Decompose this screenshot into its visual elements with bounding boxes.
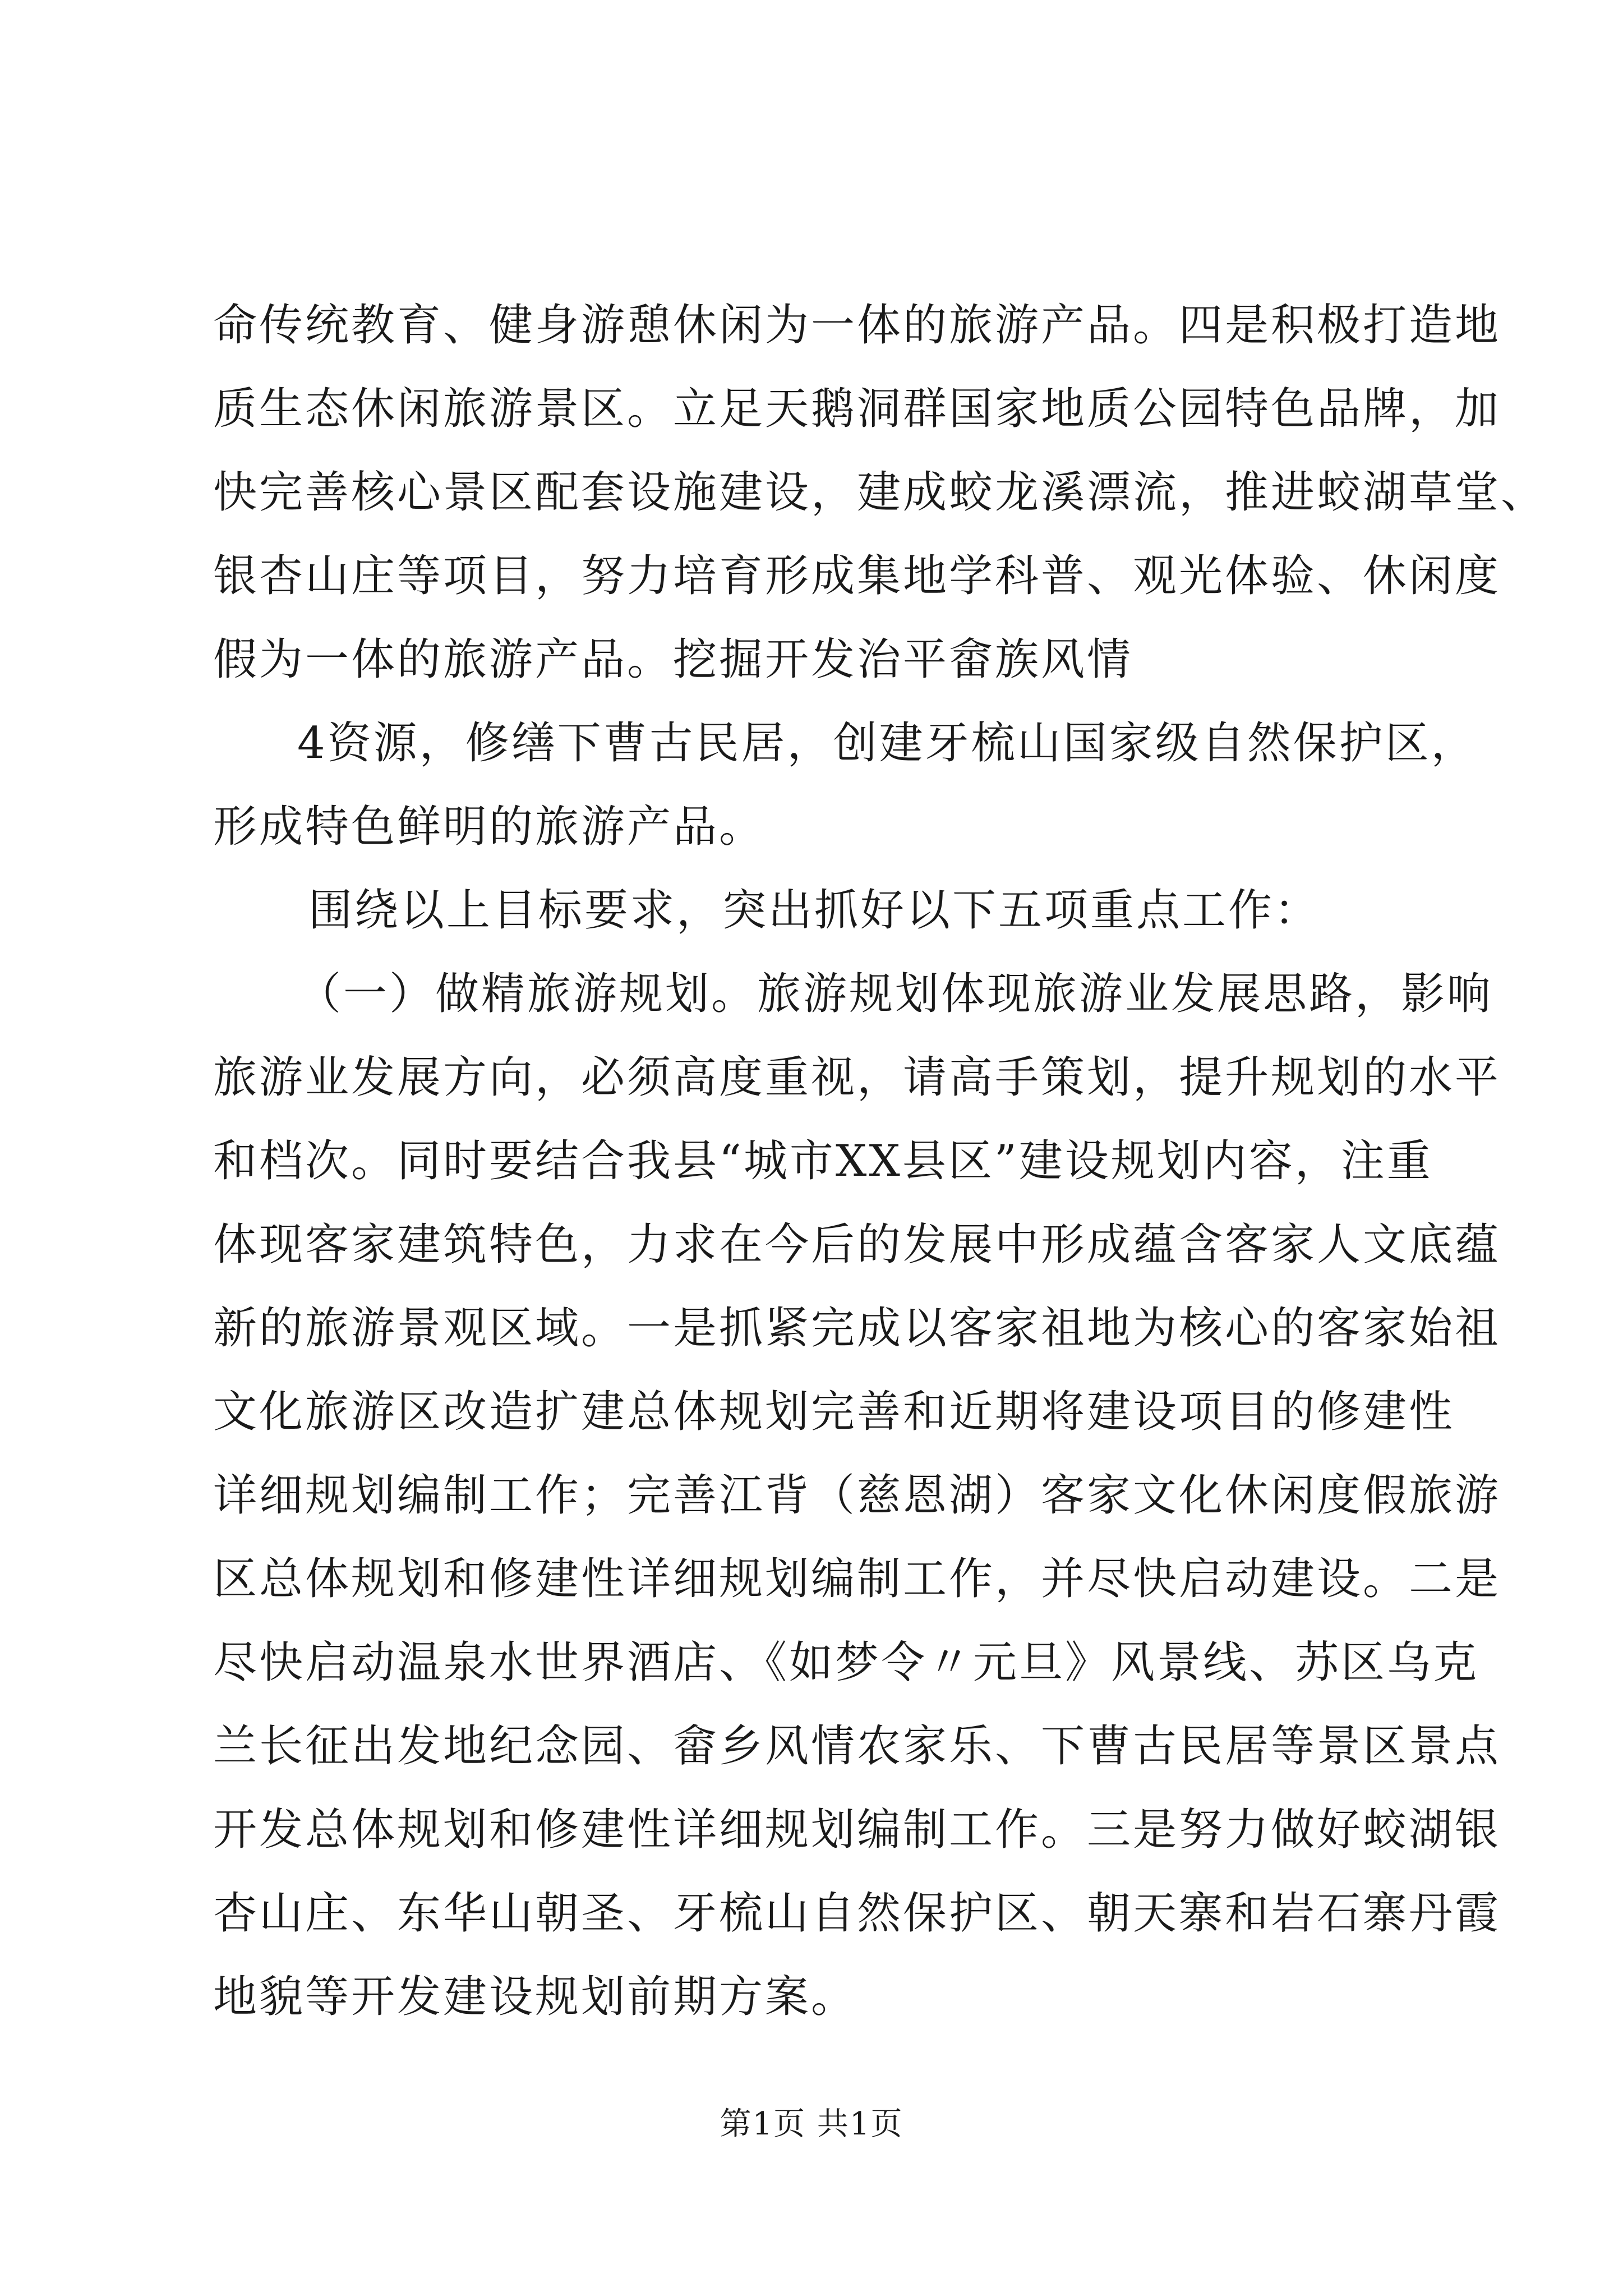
page-footer: 第1页 共1页 <box>720 2106 903 2142</box>
text-line: 详细规划编制工作；完善江背（慈恩湖）客家文化休闲度假旅游 <box>213 1470 1501 1521</box>
text-line: 4资源，修缮下曹古民居，创建牙梳山国家级自然保护区， <box>297 718 1477 769</box>
text-line: 和档次。同时要结合我县“城市XX县区”建设规划内容，注重 <box>213 1136 1433 1186</box>
text-line: 文化旅游区改造扩建总体规划完善和近期将建设项目的修建性 <box>213 1387 1455 1437</box>
text-line: 围绕以上目标要求，突出抓好以下五项重点工作： <box>308 885 1321 936</box>
text-line: 尽快启动温泉水世界酒店、《如梦令〃元旦》风景线、苏区乌克 <box>213 1637 1479 1688</box>
text-line: 假为一体的旅游产品。挖掘开发治平畲族风情 <box>213 634 1133 685</box>
text-line: 银杏山庄等项目，努力培育形成集地学科普、观光体验、休闲度 <box>213 551 1501 601</box>
text-line: 形成特色鲜明的旅游产品。 <box>213 802 766 852</box>
text-line: 快完善核心景区配套设施建设，建成蛟龙溪漂流，推进蛟湖草堂、 <box>213 467 1547 518</box>
text-line: 旅游业发展方向，必须高度重视，请高手策划，提升规划的水平 <box>213 1052 1501 1103</box>
text-line: 地貌等开发建设规划前期方案。 <box>213 1972 857 2022</box>
text-line: 命传统教育、健身游憩休闲为一体的旅游产品。四是积极打造地 <box>213 300 1501 351</box>
text-line: （一）做精旅游规划。旅游规划体现旅游业发展思路，影响 <box>297 969 1493 1019</box>
text-line: 区总体规划和修建性详细规划编制工作，并尽快启动建设。二是 <box>213 1554 1501 1604</box>
text-line: 体现客家建筑特色，力求在今后的发展中形成蕴含客家人文底蕴 <box>213 1220 1501 1270</box>
text-line: 杏山庄、东华山朝圣、牙梳山自然保护区、朝天寨和岩石寨丹霞 <box>213 1888 1501 1939</box>
text-line: 开发总体规划和修建性详细规划编制工作。三是努力做好蛟湖银 <box>213 1805 1501 1855</box>
text-line: 新的旅游景观区域。一是抓紧完成以客家祖地为核心的客家始祖 <box>213 1303 1501 1354</box>
text-line: 质生态休闲旅游景区。立足天鹅洞群国家地质公园特色品牌，加 <box>213 384 1501 434</box>
text-line: 兰长征出发地纪念园、畲乡风情农家乐、下曹古民居等景区景点 <box>213 1721 1501 1772</box>
